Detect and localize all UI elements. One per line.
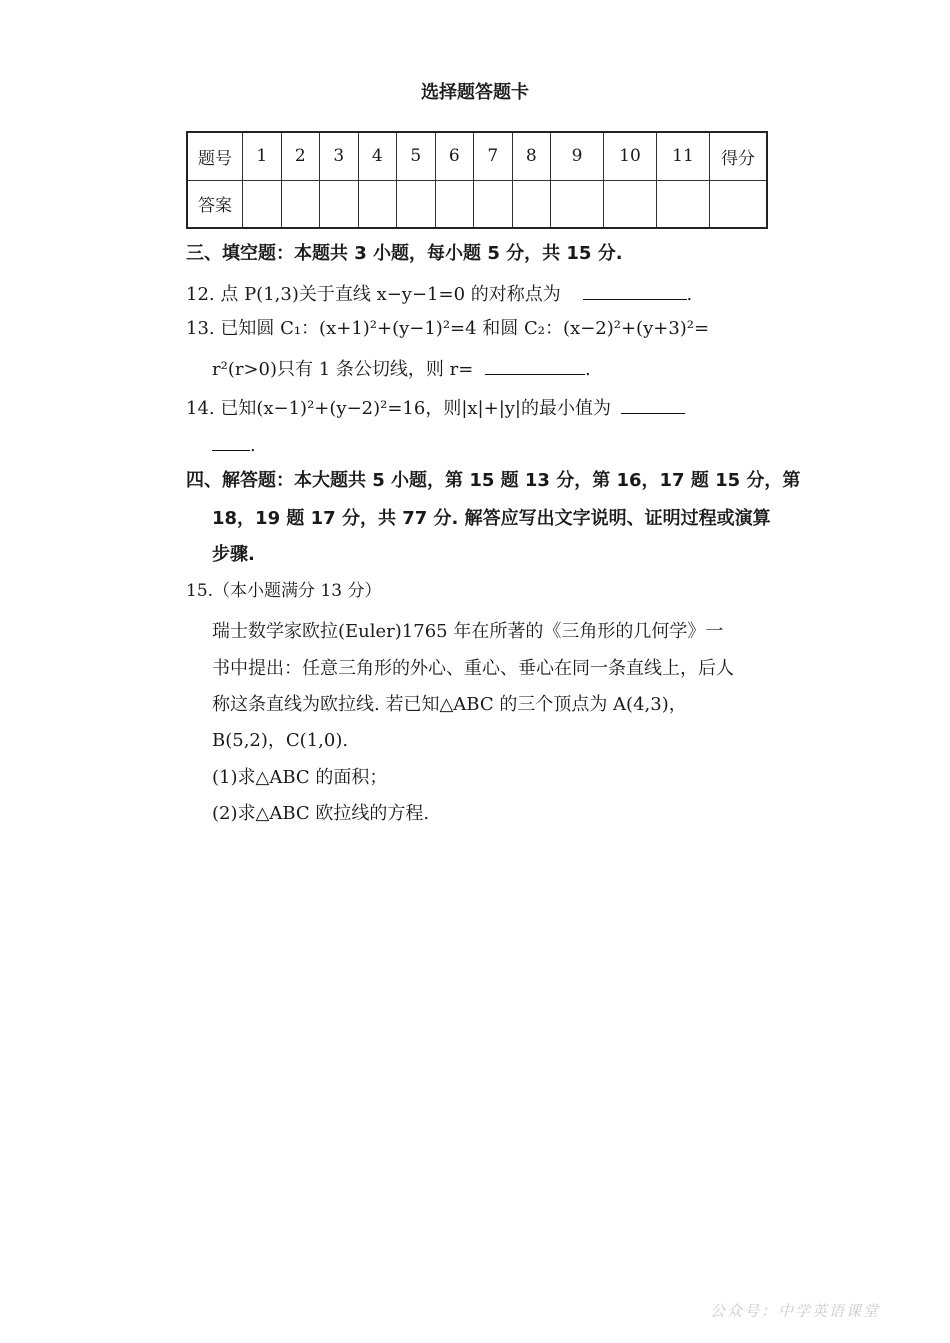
question-14-text: 14. 已知(x−1)²+(y−2)²=16，则|x|+|y|的最小值为: [186, 398, 611, 419]
answer-cell[interactable]: [281, 180, 320, 228]
question-15-header: 15.（本小题满分 13 分）: [186, 581, 382, 601]
table-row-numbers: [187, 132, 767, 180]
answer-label-cell: 答案: [187, 180, 243, 228]
answer-cell[interactable]: [604, 180, 657, 228]
question-15-part-2: (2)求△ABC 欧拉线的方程.: [212, 803, 430, 824]
question-number-cell: 7: [474, 132, 513, 180]
question-number-cell: 6: [435, 132, 474, 180]
question-number-cell: 8: [512, 132, 551, 180]
question-number-cell: 10: [604, 132, 657, 180]
header-cell: 题号: [187, 132, 243, 180]
question-13-line2: r²(r>0)只有 1 条公切线，则 r=: [212, 359, 474, 380]
answer-card-title: 选择题答题卡: [421, 82, 529, 103]
question-number-cell: 5: [397, 132, 436, 180]
answer-cell[interactable]: [657, 180, 710, 228]
question-15-paragraph-line2: 书中提出：任意三角形的外心、重心、垂心在同一条直线上，后人: [212, 658, 734, 679]
question-number-cell: 4: [358, 132, 397, 180]
question-15-part-1: (1)求△ABC 的面积；: [212, 767, 388, 788]
question-number-cell: 11: [657, 132, 710, 180]
answer-card-table: [186, 131, 768, 229]
score-header-cell: 得分: [710, 132, 768, 180]
question-number-cell: 2: [281, 132, 320, 180]
answer-cell[interactable]: [243, 180, 282, 228]
answer-blank-14b[interactable]: [212, 434, 250, 451]
answer-blank-14a[interactable]: [621, 397, 685, 414]
answer-cell[interactable]: [435, 180, 474, 228]
answer-cell[interactable]: [320, 180, 359, 228]
question-15-paragraph-line3: 称这条直线为欧拉线. 若已知△ABC 的三个顶点为 A(4,3)，: [212, 694, 687, 715]
question-13-line1: 13. 已知圆 C₁：(x+1)²+(y−1)²=4 和圆 C₂：(x−2)²+(y+3)²=: [186, 318, 710, 339]
answer-blank-13[interactable]: [485, 358, 585, 375]
section-4-heading-line2: 18，19 题 17 分，共 77 分. 解答应写出文字说明、证明过程或演算: [212, 508, 771, 529]
section-4-heading-line3: 步骤.: [212, 544, 255, 565]
answer-cell[interactable]: [512, 180, 551, 228]
answer-cell[interactable]: [551, 180, 604, 228]
answer-cell[interactable]: [397, 180, 436, 228]
question-number-cell: 9: [551, 132, 604, 180]
section-4-heading-line1: 四、解答题：本大题共 5 小题，第 15 题 13 分，第 16，17 题 15 分，第: [186, 470, 801, 491]
question-15-paragraph-line1: 瑞士数学家欧拉(Euler)1765 年在所著的《三角形的几何学》一: [212, 621, 724, 642]
answer-blank-12[interactable]: [583, 283, 687, 300]
watermark: 公众号：中学英语课堂: [709, 1302, 880, 1320]
question-12-text: 12. 点 P(1,3)关于直线 x−y−1=0 的对称点为: [186, 284, 561, 305]
table-row-answers: [187, 180, 767, 228]
question-number-cell: 3: [320, 132, 359, 180]
question-number-cell: 1: [243, 132, 282, 180]
question-15-paragraph-line4: B(5,2)，C(1,0).: [212, 730, 349, 751]
answer-cell[interactable]: [474, 180, 513, 228]
score-cell[interactable]: [710, 180, 768, 228]
section-3-heading: 三、填空题：本题共 3 小题，每小题 5 分，共 15 分.: [186, 243, 623, 264]
answer-cell[interactable]: [358, 180, 397, 228]
